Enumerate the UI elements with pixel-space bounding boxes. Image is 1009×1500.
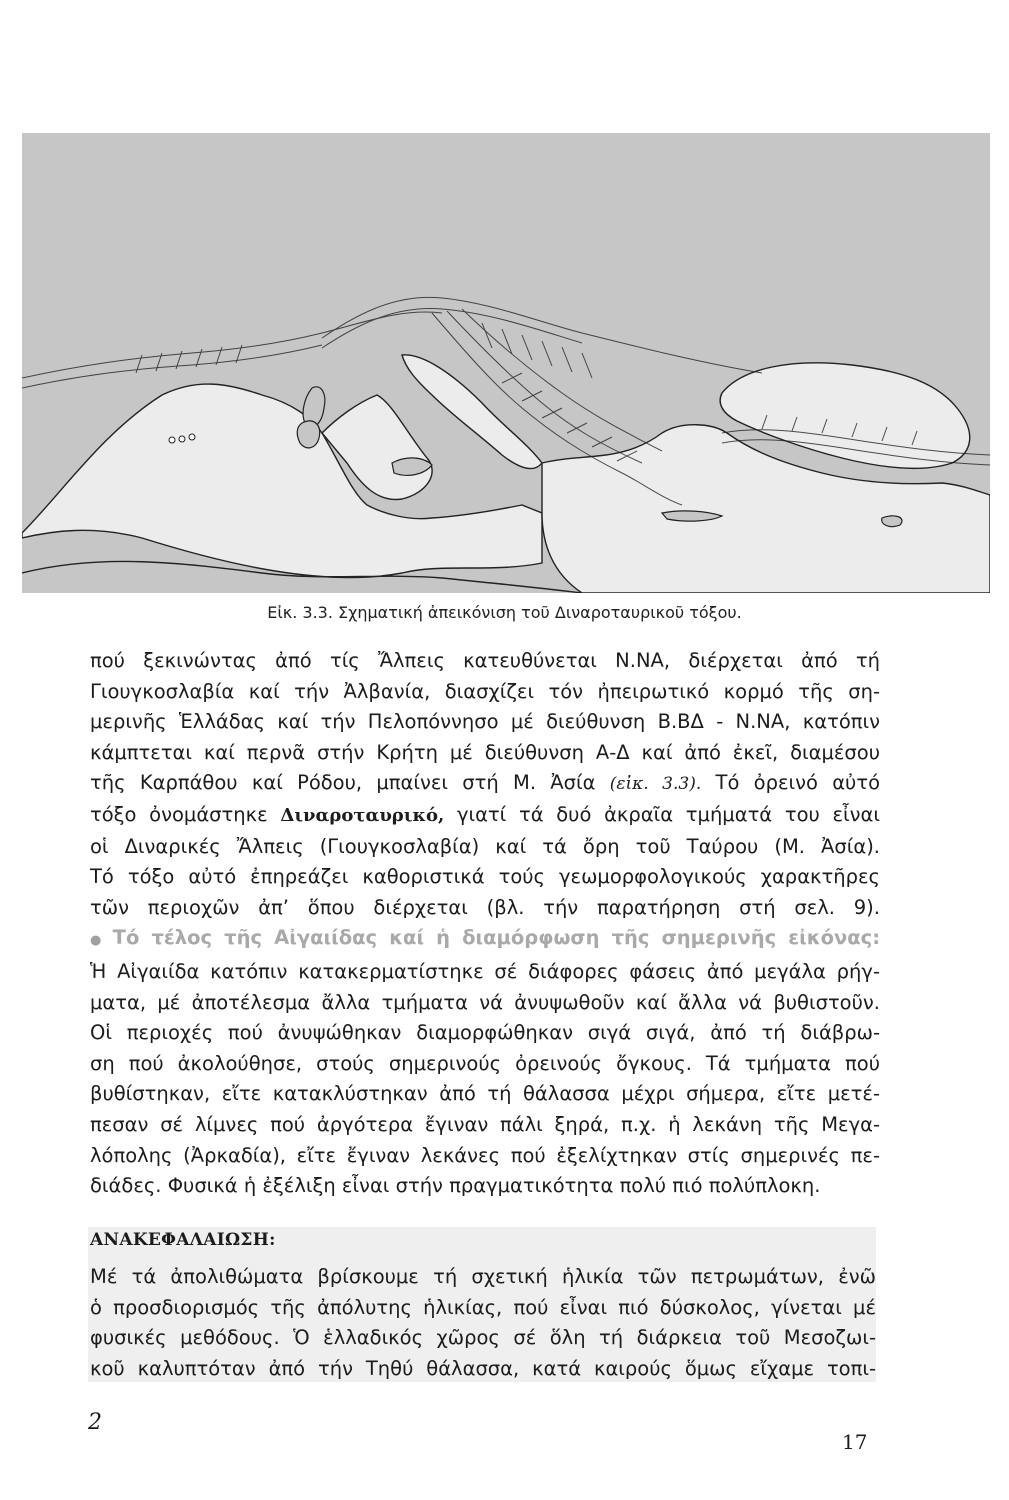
text-segment: γιατί τά δυό ἀκραῖα τμήματά του εἶναι [444, 802, 880, 826]
text-line [90, 768, 880, 800]
text-line: Μέ τά ἀπολιθώματα βρίσκουμε τή σχετική ἡλικία τῶν πετρωμάτων, ἐνῶ [90, 1265, 876, 1288]
bold-term: Διναροταυρικό, [280, 804, 445, 826]
text-line: διάδες. Φυσικά ἡ ἐξέλιξη εἶναι στήν πραγματικότητα πολύ πιό πολύπλοκη. [90, 1174, 821, 1198]
summary-text [90, 1262, 876, 1384]
text-line: ματα, μέ ἀποτέλεσμα ἄλλα τμήματα νά ἀνυψωθοῦν καί ἄλλα νά βυθιστοῦν. [90, 990, 880, 1014]
text-line: ὁ προσδιορισμός τῆς ἀπόλυτης ἡλικίας, πού εἶναι πιό δύσκολος, γίνεται μέ [90, 1295, 876, 1319]
figure-caption: Εἰκ. 3.3. Σχηματική ἀπεικόνιση τοῦ Διναροταυρικοῦ τόξου. [267, 603, 742, 622]
text-line: κάμπτεται καί περνᾶ στήν Κρήτη μέ διεύθυνση Α-Δ καί ἀπό ἐκεῖ, διαμέσου [90, 740, 880, 764]
text-line: Ἡ Αἰγαιίδα κατόπιν κατακερματίστηκε σέ διάφορες φάσεις ἀπό μεγάλα ρήγ- [90, 959, 880, 983]
text-segment: τῆς Καρπάθου καί Ρόδου, μπαίνει στή Μ. Ἀσία [90, 771, 596, 795]
corsica-island [297, 421, 319, 448]
text-line: Γιουγκοσλαβία καί τήν Ἀλβανία, διασχίζει τόν ἠπειρωτικό κορμό τῆς ση- [90, 679, 880, 703]
map-drawing [22, 133, 990, 593]
cyprus-island [882, 516, 902, 527]
main-text [90, 646, 880, 1202]
figure-reference: (εἰκ. 3.3). [609, 774, 702, 795]
section-heading: Τό τέλος τῆς Αἰγαιίδας καί ἡ διαμόρφωση τῆς σημερινῆς εἰκόνας: [112, 926, 880, 950]
text-line: πεσαν σέ λίμνες πού ἀργότερα ἔγιναν πάλι ξηρά, π.χ. ἡ λεκάνη τῆς Μεγα- [90, 1112, 880, 1136]
dinaric-arc-map [22, 133, 990, 593]
text-line: βυθίστηκαν, εἴτε κατακλύστηκαν ἀπό τή θάλασσα μέχρι σήμερα, εἴτε μετέ- [90, 1082, 880, 1106]
text-line: πού ξεκινώντας ἀπό τίς Ἄλπεις κατευθύνεται Ν.ΝΑ, διέρχεται ἀπό τή [90, 649, 880, 672]
signature-mark: 2 [88, 1410, 102, 1435]
text-line: ση πού ἀκολούθησε, στούς σημερινούς ὀρεινούς ὄγκους. Τά τμήματα πού [90, 1051, 880, 1075]
text-segment: τόξο ὀνομάστηκε [90, 802, 281, 826]
text-line: Οἱ περιοχές πού ἀνυψώθηκαν διαμορφώθηκαν σιγά σιγά, ἀπό τή διάβρω- [90, 1021, 880, 1045]
text-line: οἱ Διναρικές Ἄλπεις (Γιουγκοσλαβία) καί τά ὄρη τοῦ Ταύρου (Μ. Ἀσία). [90, 834, 880, 858]
text-line [90, 800, 880, 832]
page-number: 17 [842, 1430, 868, 1454]
text-segment: Τό ὀρεινό αὐτό [701, 771, 881, 795]
text-line: Τό τόξο αὐτό ἐπηρεάζει καθοριστικά τούς γεωμορφολογικούς χαρακτῆρες [90, 865, 880, 889]
text-line: τῶν περιοχῶν ἀπ’ ὅπου διέρχεται (βλ. τήν παρατήρηση στή σελ. 9). [90, 895, 880, 919]
section-heading-line [90, 923, 880, 957]
text-line: μερινῆς Ἑλλάδας καί τήν Πελοπόννησο μέ διεύθυνση Β.ΒΔ - Ν.ΝΑ, κατόπιν [90, 710, 880, 734]
text-line: φυσικές μεθόδους. Ὁ ἑλλαδικός χῶρος σέ ὅλη τή διάρκεια τοῦ Μεσοζωι- [90, 1326, 876, 1350]
text-line: κοῦ καλυπτόταν ἀπό τήν Τηθύ θάλασσα, κατά καιρούς ὅμως εἴχαμε τοπι- [90, 1356, 876, 1380]
summary-title: ΑΝΑΚΕΦΑΛΑΙΩΣΗ: [90, 1230, 276, 1250]
bullet-icon: ● [90, 933, 107, 949]
text-line: λόπολης (Ἀρκαδία), εἴτε ἔγιναν λεκάνες πού ἐξελίχτηκαν στίς σημερινές πε- [90, 1143, 880, 1167]
